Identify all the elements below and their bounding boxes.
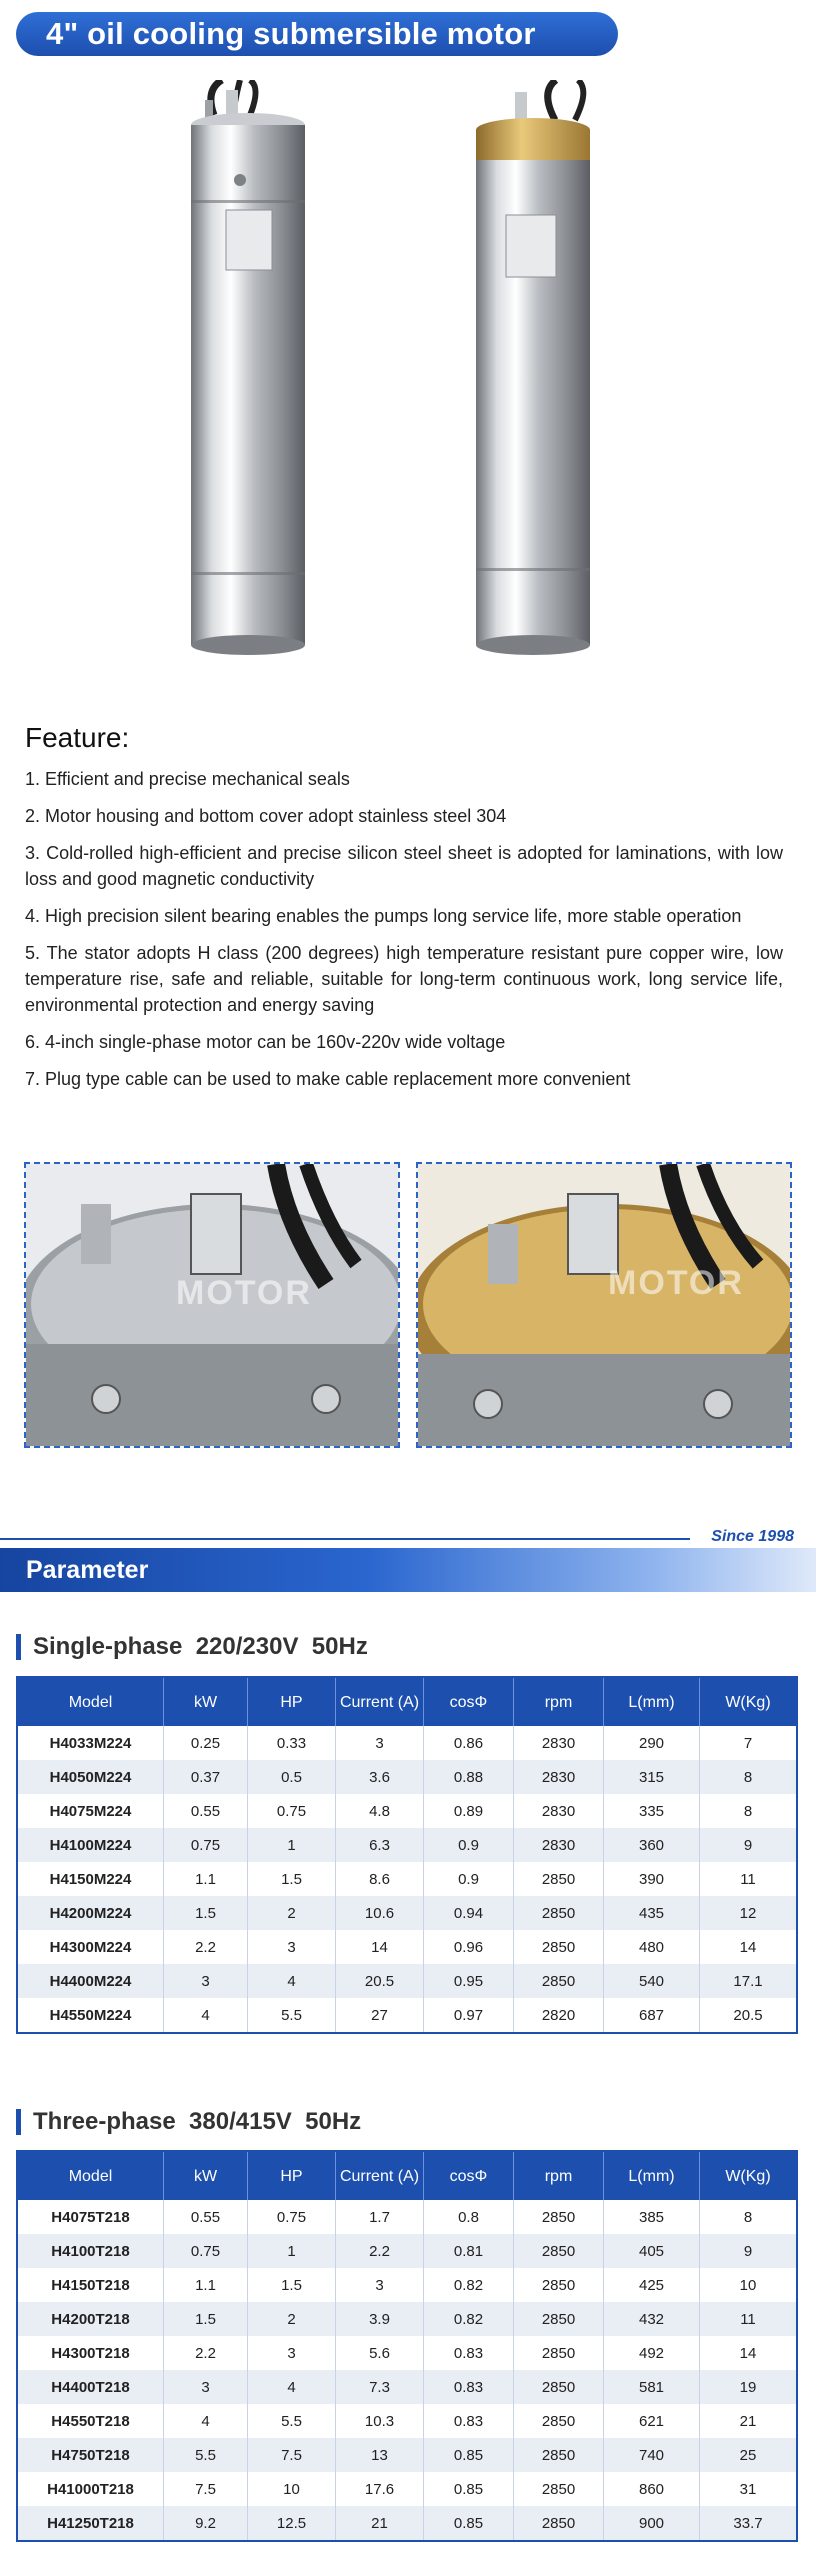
table-cell: 11 <box>700 2302 796 2336</box>
table-cell: 4 <box>164 1998 248 2032</box>
table-row <box>18 1998 796 2032</box>
feature-item: 5. The stator adopts H class (200 degrees) high temperature resistant pure copper wire, low temperature rise, safe and reliable, suitable for long-term continuous work, long service life, environmental protection and energy saving <box>25 943 783 1015</box>
table-cell: 335 <box>604 1794 700 1828</box>
table-cell: 7.3 <box>336 2370 424 2404</box>
table-cell: 5.5 <box>164 2438 248 2472</box>
table-cell: 3 <box>164 1964 248 1998</box>
table-header-row <box>18 1678 796 1726</box>
divider <box>0 1538 690 1540</box>
table-cell: 12.5 <box>248 2506 336 2540</box>
table-cell: 2 <box>248 2302 336 2336</box>
parameter-title: Parameter <box>26 1555 149 1584</box>
table-cell: 2830 <box>514 1828 604 1862</box>
table-cell: 2850 <box>514 2336 604 2370</box>
table-cell: 2830 <box>514 1726 604 1760</box>
model-cell: H41250T218 <box>18 2506 164 2540</box>
table-cell: 0.5 <box>248 1760 336 1794</box>
column-header: Model <box>18 2152 164 2200</box>
detail-photo-left <box>24 1162 400 1448</box>
table-row <box>18 2302 796 2336</box>
table-cell: 0.89 <box>424 1794 514 1828</box>
column-header: W(Kg) <box>700 1678 796 1726</box>
table-cell: 8 <box>700 2200 796 2234</box>
table-row <box>18 2234 796 2268</box>
table-cell: 25 <box>700 2438 796 2472</box>
table-cell: 0.9 <box>424 1828 514 1862</box>
table-cell: 11 <box>700 1862 796 1896</box>
table-cell: 0.37 <box>164 1760 248 1794</box>
table-cell: 0.94 <box>424 1896 514 1930</box>
table-row <box>18 1896 796 1930</box>
table-cell: 8 <box>700 1760 796 1794</box>
table-cell: 3 <box>336 2268 424 2302</box>
feature-item: 6. 4-inch single-phase motor can be 160v-220v wide voltage <box>25 1032 506 1052</box>
table-cell: 31 <box>700 2472 796 2506</box>
model-cell: H4300M224 <box>18 1930 164 1964</box>
three-phase-table <box>16 2150 798 2542</box>
table-cell: 10.6 <box>336 1896 424 1930</box>
parameter-header <box>0 1520 816 1592</box>
model-cell: H4200T218 <box>18 2302 164 2336</box>
motor-top-brass-illustration <box>418 1164 790 1446</box>
table-cell: 2.2 <box>336 2234 424 2268</box>
table-cell: 9 <box>700 2234 796 2268</box>
table-cell: 405 <box>604 2234 700 2268</box>
model-cell: H4100M224 <box>18 1828 164 1862</box>
model-cell: H4550T218 <box>18 2404 164 2438</box>
model-cell: H4050M224 <box>18 1760 164 1794</box>
table-cell: 7.5 <box>164 2472 248 2506</box>
table-cell: 1.5 <box>248 1862 336 1896</box>
table-row <box>18 1862 796 1896</box>
table-cell: 17.6 <box>336 2472 424 2506</box>
table-row <box>18 2268 796 2302</box>
detail-photo-right <box>416 1162 792 1448</box>
table-cell: 13 <box>336 2438 424 2472</box>
table-row <box>18 2370 796 2404</box>
table-cell: 0.9 <box>424 1862 514 1896</box>
table-cell: 4 <box>248 2370 336 2404</box>
table-row <box>18 1964 796 1998</box>
feature-item: 2. Motor housing and bottom cover adopt stainless steel 304 <box>25 806 507 826</box>
table-cell: 432 <box>604 2302 700 2336</box>
table-cell: 4 <box>248 1964 336 1998</box>
table-cell: 10 <box>700 2268 796 2302</box>
table-cell: 540 <box>604 1964 700 1998</box>
watermark: MOTOR <box>608 1264 744 1302</box>
feature-item: 1. Efficient and precise mechanical seals <box>25 769 350 789</box>
table-cell: 0.85 <box>424 2506 514 2540</box>
heading-accent-bar <box>16 2109 21 2135</box>
column-header: kW <box>164 1678 248 1726</box>
model-cell: H4300T218 <box>18 2336 164 2370</box>
table-cell: 2850 <box>514 2234 604 2268</box>
model-cell: H4400M224 <box>18 1964 164 1998</box>
three-phase-heading <box>16 2107 361 2137</box>
table-cell: 4 <box>164 2404 248 2438</box>
table-cell: 17.1 <box>700 1964 796 1998</box>
table-row <box>18 1760 796 1794</box>
table-cell: 27 <box>336 1998 424 2032</box>
feature-item: 3. Cold-rolled high-efficient and precise silicon steel sheet is adopted for laminations, with low loss and good magnetic conductivity <box>25 843 783 889</box>
table-cell: 14 <box>700 1930 796 1964</box>
table-cell: 2850 <box>514 2268 604 2302</box>
table-cell: 2850 <box>514 2200 604 2234</box>
table-cell: 740 <box>604 2438 700 2472</box>
table-cell: 9.2 <box>164 2506 248 2540</box>
features-section <box>25 722 783 1103</box>
model-cell: H4750T218 <box>18 2438 164 2472</box>
table-cell: 2850 <box>514 2438 604 2472</box>
table-cell: 0.96 <box>424 1930 514 1964</box>
model-cell: H4075T218 <box>18 2200 164 2234</box>
table-cell: 2850 <box>514 2302 604 2336</box>
heading-accent-bar <box>16 1634 21 1660</box>
motor-illustration <box>0 80 816 700</box>
table-cell: 2850 <box>514 1862 604 1896</box>
table-cell: 435 <box>604 1896 700 1930</box>
model-cell: H41000T218 <box>18 2472 164 2506</box>
table-cell: 2850 <box>514 2404 604 2438</box>
model-cell: H4150T218 <box>18 2268 164 2302</box>
table-cell: 2820 <box>514 1998 604 2032</box>
table-cell: 860 <box>604 2472 700 2506</box>
table-cell: 1.1 <box>164 1862 248 1896</box>
table-cell: 900 <box>604 2506 700 2540</box>
table-row <box>18 1828 796 1862</box>
table-cell: 1.1 <box>164 2268 248 2302</box>
table-cell: 2830 <box>514 1794 604 1828</box>
table-cell: 12 <box>700 1896 796 1930</box>
parameter-banner <box>0 1548 816 1592</box>
table-row <box>18 2404 796 2438</box>
table-cell: 0.82 <box>424 2268 514 2302</box>
column-header: W(Kg) <box>700 2152 796 2200</box>
table-cell: 3.6 <box>336 1760 424 1794</box>
table-cell: 1.5 <box>164 1896 248 1930</box>
column-header: Current (A) <box>336 2152 424 2200</box>
table-cell: 1 <box>248 1828 336 1862</box>
table-cell: 5.5 <box>248 2404 336 2438</box>
table-row <box>18 2472 796 2506</box>
single-phase-heading <box>16 1632 368 1662</box>
table-cell: 2850 <box>514 1896 604 1930</box>
column-header: cosΦ <box>424 2152 514 2200</box>
product-photo <box>0 80 816 700</box>
motor-left <box>191 80 305 655</box>
watermark: MOTOR <box>176 1274 312 1312</box>
table-cell: 0.95 <box>424 1964 514 1998</box>
table-cell: 9 <box>700 1828 796 1862</box>
table-cell: 0.55 <box>164 2200 248 2234</box>
table-cell: 8 <box>700 1794 796 1828</box>
table-cell: 1.7 <box>336 2200 424 2234</box>
features-heading: Feature: <box>25 722 130 753</box>
table-cell: 390 <box>604 1862 700 1896</box>
page-title: 4" oil cooling submersible motor <box>46 16 536 51</box>
since-label: Since 1998 <box>711 1528 794 1545</box>
model-cell: H4033M224 <box>18 1726 164 1760</box>
column-header: rpm <box>514 1678 604 1726</box>
table-cell: 1.5 <box>248 2268 336 2302</box>
table-cell: 0.97 <box>424 1998 514 2032</box>
table-cell: 21 <box>336 2506 424 2540</box>
model-cell: H4550M224 <box>18 1998 164 2032</box>
table-cell: 5.5 <box>248 1998 336 2032</box>
table-row <box>18 2438 796 2472</box>
table-cell: 0.75 <box>164 2234 248 2268</box>
motor-right <box>476 80 590 655</box>
table-cell: 492 <box>604 2336 700 2370</box>
table-cell: 8.6 <box>336 1862 424 1896</box>
model-cell: H4075M224 <box>18 1794 164 1828</box>
table-cell: 33.7 <box>700 2506 796 2540</box>
table-cell: 2 <box>248 1896 336 1930</box>
table-cell: 480 <box>604 1930 700 1964</box>
single-phase-table <box>16 1676 798 2034</box>
table-cell: 0.33 <box>248 1726 336 1760</box>
table-cell: 3 <box>336 1726 424 1760</box>
table-cell: 315 <box>604 1760 700 1794</box>
table-cell: 14 <box>700 2336 796 2370</box>
table-cell: 2.2 <box>164 1930 248 1964</box>
table-row <box>18 2200 796 2234</box>
table-cell: 2850 <box>514 2472 604 2506</box>
table-cell: 1 <box>248 2234 336 2268</box>
column-header: HP <box>248 1678 336 1726</box>
table-row <box>18 1726 796 1760</box>
table-cell: 0.86 <box>424 1726 514 1760</box>
table-cell: 2850 <box>514 2506 604 2540</box>
column-header: kW <box>164 2152 248 2200</box>
column-header: rpm <box>514 2152 604 2200</box>
table-cell: 7 <box>700 1726 796 1760</box>
features-list <box>25 766 783 1092</box>
title-banner <box>16 12 618 56</box>
model-cell: H4400T218 <box>18 2370 164 2404</box>
table-cell: 621 <box>604 2404 700 2438</box>
table-cell: 20.5 <box>700 1998 796 2032</box>
table-cell: 385 <box>604 2200 700 2234</box>
table-cell: 2.2 <box>164 2336 248 2370</box>
table-cell: 2850 <box>514 2370 604 2404</box>
table-cell: 2850 <box>514 1964 604 1998</box>
table-cell: 14 <box>336 1930 424 1964</box>
feature-item: 7. Plug type cable can be used to make cable replacement more convenient <box>25 1069 631 1089</box>
column-header: Current (A) <box>336 1678 424 1726</box>
table-cell: 0.81 <box>424 2234 514 2268</box>
table-cell: 425 <box>604 2268 700 2302</box>
table-cell: 5.6 <box>336 2336 424 2370</box>
table-cell: 7.5 <box>248 2438 336 2472</box>
table-cell: 2850 <box>514 1930 604 1964</box>
table-cell: 3.9 <box>336 2302 424 2336</box>
column-header: cosΦ <box>424 1678 514 1726</box>
table-cell: 1.5 <box>164 2302 248 2336</box>
table-cell: 0.55 <box>164 1794 248 1828</box>
table-cell: 0.75 <box>164 1828 248 1862</box>
table-cell: 4.8 <box>336 1794 424 1828</box>
model-cell: H4100T218 <box>18 2234 164 2268</box>
table-header-row <box>18 2152 796 2200</box>
table-cell: 0.88 <box>424 1760 514 1794</box>
table-cell: 3 <box>248 2336 336 2370</box>
table-cell: 21 <box>700 2404 796 2438</box>
table-cell: 2830 <box>514 1760 604 1794</box>
table-cell: 0.85 <box>424 2438 514 2472</box>
table-cell: 0.75 <box>248 1794 336 1828</box>
table-cell: 290 <box>604 1726 700 1760</box>
table-row <box>18 2336 796 2370</box>
table-cell: 19 <box>700 2370 796 2404</box>
column-header: Model <box>18 1678 164 1726</box>
table-cell: 20.5 <box>336 1964 424 1998</box>
table-cell: 0.82 <box>424 2302 514 2336</box>
table-row <box>18 1930 796 1964</box>
table-cell: 0.25 <box>164 1726 248 1760</box>
table-cell: 10 <box>248 2472 336 2506</box>
table-cell: 0.83 <box>424 2336 514 2370</box>
detail-photos <box>24 1162 794 1448</box>
column-header: HP <box>248 2152 336 2200</box>
table-cell: 0.83 <box>424 2370 514 2404</box>
table-cell: 3 <box>164 2370 248 2404</box>
column-header: L(mm) <box>604 1678 700 1726</box>
feature-item: 4. High precision silent bearing enables the pumps long service life, more stable operation <box>25 906 742 926</box>
table-row <box>18 2506 796 2540</box>
three-phase-title: Three-phase 380/415V 50Hz <box>33 2108 362 2135</box>
table-cell: 687 <box>604 1998 700 2032</box>
table-cell: 0.83 <box>424 2404 514 2438</box>
single-phase-title: Single-phase 220/230V 50Hz <box>33 1633 368 1660</box>
table-cell: 581 <box>604 2370 700 2404</box>
table-cell: 10.3 <box>336 2404 424 2438</box>
table-cell: 0.85 <box>424 2472 514 2506</box>
model-cell: H4200M224 <box>18 1896 164 1930</box>
table-cell: 360 <box>604 1828 700 1862</box>
model-cell: H4150M224 <box>18 1862 164 1896</box>
table-cell: 0.75 <box>248 2200 336 2234</box>
table-cell: 3 <box>248 1930 336 1964</box>
table-cell: 6.3 <box>336 1828 424 1862</box>
table-row <box>18 1794 796 1828</box>
table-cell: 0.8 <box>424 2200 514 2234</box>
column-header: L(mm) <box>604 2152 700 2200</box>
